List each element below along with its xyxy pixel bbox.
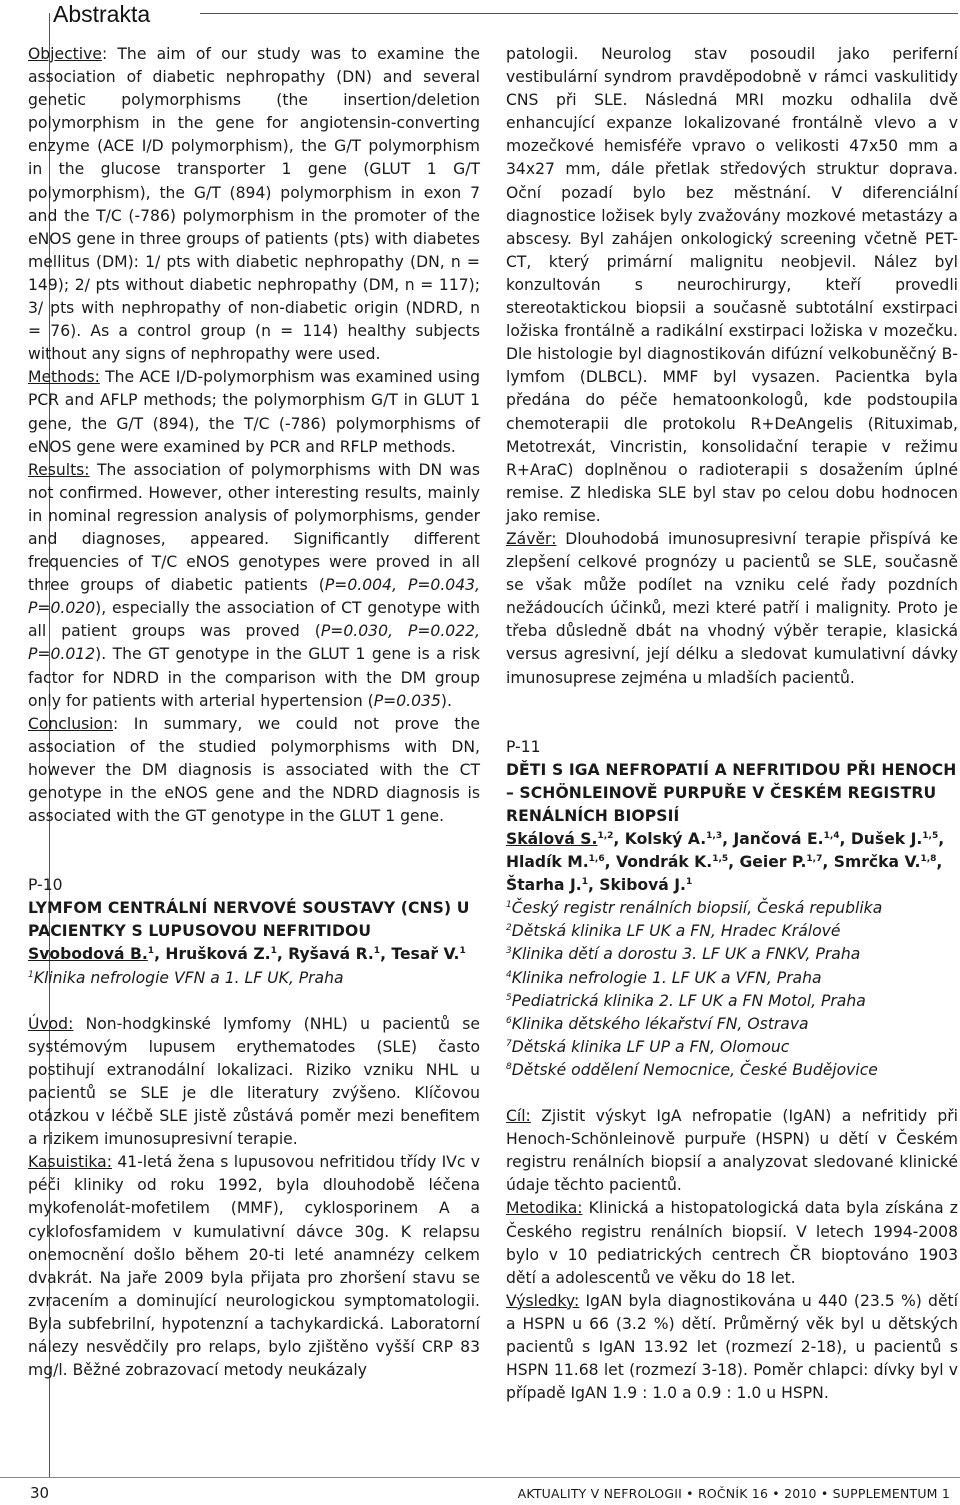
kazuistika-label: Kasuistika: xyxy=(28,1153,112,1172)
author-name: Svobodová B. xyxy=(28,945,148,964)
kazuistika-paragraph xyxy=(28,1151,480,1382)
objective-paragraph xyxy=(28,43,480,366)
methods-label: Methods: xyxy=(28,368,100,387)
affiliation-text: Dětské oddělení Nemocnice, České Budějovice xyxy=(511,1060,878,1079)
abstract-id-p11: P-11 xyxy=(506,737,541,756)
affiliation-sup: 7 xyxy=(506,1038,512,1049)
spacer xyxy=(506,690,958,736)
journal-footer xyxy=(518,1486,950,1501)
affiliation-text: Klinika dětského lékařství FN, Ostrava xyxy=(511,1014,809,1033)
affiliation-item xyxy=(506,1036,958,1059)
affiliation-sup: 5 xyxy=(506,992,512,1003)
affiliation-item xyxy=(506,1013,958,1036)
left-column xyxy=(28,43,480,1382)
author-sup: 1 xyxy=(373,946,381,957)
results-text-2: ), especially the association of CT genotype with all patient groups was proved ( xyxy=(28,599,480,641)
affiliation-sup: 1 xyxy=(28,969,34,980)
results-paragraph xyxy=(28,459,480,713)
affiliation-sup: 6 xyxy=(506,1015,512,1026)
author-name: , Ryšavá R. xyxy=(276,945,374,964)
results-label: Results: xyxy=(28,460,90,479)
affiliation-text: Český registr renálních biopsií, Česká republika xyxy=(511,899,883,918)
affiliation-text: Dětská klinika LF UK a FN, Hradec Králové xyxy=(511,922,841,941)
author-sup: 1 xyxy=(581,877,588,887)
author-sup: 1,2 xyxy=(597,830,614,841)
right-column xyxy=(506,43,958,1405)
affiliation-sup: 2 xyxy=(506,923,512,934)
spacer xyxy=(28,828,480,874)
objective-text: : The aim of our study was to examine the association of diabetic nephropathy (DN) and several genetic polymorphisms (the insertion/deletion polymorphism in the gene for angiotensin-converting enzyme (ACE I/D polymorphism), the G/T polymorphism in the glucose transporter 1 gene (GLUT 1 G/T polymorphism), the G/T (894) polymorphism in exon 7 and the T/C (-786) polymorphism in the promoter of the eNOS gene in three groups of patients (pts) with diabetes mellitus (DM): 1/ pts with diabetic nephropathy (DN, n = 149); 2/ pts without diabetic nephropathy (DM, n = 117); 3/ pts with nephropathy of non-diabetic origin (NDRD, n = 76). As a control group (n = 114) healthy subjects without any signs of nephropathy were used. xyxy=(28,45,480,364)
results-p-values-2: P=0.030, P=0.022, P=0.012 xyxy=(28,622,481,664)
uvod-text: Non-hodgkinské lymfomy (NHL) u pacientů se systémovým lupusem erythematodes (SLE) často postihují extranodální lokalizaci. Riziko vzniku NHL u pacientů se SLE je dle literatury zvýšeno. Klíčovou otázkou v léčbě SLE jistě zůstává poměr mezi benefitem a rizikem imunosupresivní terapie. xyxy=(28,1014,480,1149)
header-rule xyxy=(200,13,958,14)
bullet-separator: • xyxy=(772,1486,780,1501)
author-name: , Hladík M. xyxy=(506,830,945,872)
uvod-label: Úvod: xyxy=(28,1014,74,1033)
affiliation-p10 xyxy=(28,967,480,990)
zaver-label: Závěr: xyxy=(506,529,557,548)
author-name: Skálová S. xyxy=(506,830,598,848)
author-sup: 1,7 xyxy=(806,853,823,864)
affiliation-sup: 8 xyxy=(506,1061,512,1072)
author-name: , Skibová J. xyxy=(587,876,686,895)
spacer xyxy=(28,990,480,1013)
author-sup: 1 xyxy=(147,946,155,957)
affiliation-sup: 4 xyxy=(506,969,512,980)
affiliation-sup: 3 xyxy=(506,946,512,957)
bullet-separator: • xyxy=(686,1486,694,1501)
cil-paragraph xyxy=(506,1105,958,1197)
zaver-paragraph xyxy=(506,528,958,690)
author-name: , Dušek J. xyxy=(839,830,923,848)
affiliation-text: Klinika nefrologie VFN a 1. LF UK, Praha xyxy=(33,968,344,987)
footer-tick xyxy=(49,1463,50,1477)
author-sup: 1,4 xyxy=(823,830,840,841)
affiliation-item xyxy=(506,990,958,1013)
results-text-4: ). xyxy=(440,691,452,710)
affiliation-sup: 1 xyxy=(506,900,512,911)
objective-label: Objective xyxy=(28,45,102,63)
affiliation-item xyxy=(506,920,958,943)
uvod-paragraph xyxy=(28,1013,480,1152)
abstract-id-p10: P-10 xyxy=(28,876,63,895)
abstract-title-p11: DĚTI S IGA NEFROPATIÍ A NEFRITIDOU PŘI HENOCH – SCHÖNLEINOVĚ PURPUŘE V ČESKÉM REGISTRU RENÁLNÍCH BIOPSIÍ xyxy=(506,760,957,825)
author-name: , Kolský A. xyxy=(613,830,707,848)
conclusion-paragraph xyxy=(28,713,480,828)
author-sup: 1 xyxy=(685,877,693,887)
footer-rule xyxy=(0,1477,960,1478)
methods-text: The ACE I/D-polymorphism was examined using PCR and AFLP methods; the polymorphism G/T in GLUT 1 gene, the G/T (894), the T/C (-786) polymorphisms of eNOS gene were examined by PCR and RFLP methods. xyxy=(28,368,480,456)
vysledky-text: IgAN byla diagnostikována u 440 (23.5 %) dětí a HSPN u 66 (3.2 %) dětí. Průměrný věk byl u dětských pacientů s IgAN 13.92 let (rozmezí 2-18), u pacientů s HSPN 11.68 let (rozmezí 3-18). Poměr chlapci: dívky byl v případě IgAN 1.9 : 1.0 a 0.9 : 1.0 u HSPN. xyxy=(506,1291,958,1403)
methods-paragraph xyxy=(28,366,480,458)
author-name: , Jančová E. xyxy=(722,830,824,848)
author-name: , Geier P. xyxy=(728,853,807,872)
author-name: , Štarha J. xyxy=(506,853,943,895)
kazuistika-text: 41-letá žena s lupusovou nefritidou třídy IVc v péči kliniky od roku 1992, byla dlouhodobě léčena mykofenolát-mofetilem (MMF), cyklosporinem A a cyklofosfamidem v kumulativní dávce 30g. K relapsu onemocnění došlo během 20-ti leté anamnézy celkem dvakrát. Na jaře 2009 byla přijata pro zhoršení stavu se zvracením a dominující neurologickou symptomatologii. Byla subfebrilní, hypotenzní a tachykardická. Laboratorní nálezy nesvědčily pro relaps, bylo zjištěno vyšší CRP 83 mg/l. Běžné zobrazovací metody neukázaly xyxy=(28,1153,480,1380)
author-sup: 1,6 xyxy=(588,853,605,864)
journal-name: AKTUALITY V NEFROLOGII xyxy=(517,1486,682,1501)
authors-p10 xyxy=(28,943,480,966)
affiliation-text: Pediatrická klinika 2. LF UK a FN Motol, Praha xyxy=(511,991,866,1010)
affiliation-text: Klinika dětí a dorostu 3. LF UK a FNKV, Praha xyxy=(511,945,861,964)
author-name: , Vondrák K. xyxy=(604,853,713,872)
author-sup: 1 xyxy=(459,946,466,957)
metodika-label: Metodika: xyxy=(506,1199,583,1218)
author-sup: 1,8 xyxy=(920,853,937,864)
results-text-1: The association of polymorphisms with DN was not confirmed. However, other interesting results, mainly in nominal regression analysis of polymorphisms, gender and diagnoses, appeared. Significantly different frequencies of T/C eNOS genotypes were proved in all three groups of diabetic patients ( xyxy=(28,460,480,595)
author-name: , Tesař V. xyxy=(380,945,460,964)
results-text-3: ). The GT genotype in the GLUT 1 gene is a risk factor for NDRD in the comparison with the DM group only for patients with arterial hypertension ( xyxy=(28,645,480,710)
conclusion-text: : In summary, we could not prove the association of the studied polymorphisms with DN, however the DM diagnosis is associated with the CT genotype in the eNOS gene and the NDRD diagnosis is associated with the GT genotype in the GLUT 1 gene. xyxy=(28,714,480,826)
supplement: SUPPLEMENTUM 1 xyxy=(832,1486,950,1501)
metodika-text: Klinická a histopatologická data byla získána z Českého registru renálních biopsií. V letech 1994-2008 bylo v 10 pediatrických centrech ČR bioptováno 1903 dětí a adolescentů ve věku do 18 let. xyxy=(506,1199,958,1287)
affiliation-item xyxy=(506,1059,958,1082)
author-name: , Smrčka V. xyxy=(822,853,921,872)
page-number: 30 xyxy=(30,1484,50,1502)
author-name: , Hrušková Z. xyxy=(154,945,271,964)
author-sup: 1,3 xyxy=(706,830,723,841)
conclusion-label: Conclusion xyxy=(28,714,113,733)
abstract-title-p10: LYMFOM CENTRÁLNÍ NERVOVÉ SOUSTAVY (CNS) U PACIENTKY S LUPUSOVOU NEFRITIDOU xyxy=(28,899,470,941)
year: 2010 xyxy=(784,1486,817,1501)
vysledky-label: Výsledky: xyxy=(506,1291,580,1310)
affiliation-item xyxy=(506,967,958,990)
affiliation-item xyxy=(506,897,958,920)
author-sup: 1 xyxy=(270,946,277,957)
vysledky-paragraph xyxy=(506,1290,958,1405)
metodika-paragraph xyxy=(506,1197,958,1289)
affiliation-item xyxy=(506,943,958,966)
affiliations-p11 xyxy=(506,897,958,1082)
author-sup: 1,5 xyxy=(922,830,939,841)
volume: ROČNÍK 16 xyxy=(697,1486,769,1501)
cil-label: Cíl: xyxy=(506,1107,531,1126)
authors-p11 xyxy=(506,828,958,897)
cil-text: Zjistit výskyt IgA nefropatie (IgAN) a nefritidy při Henoch-Schönleinově purpuře (HSPN) u dětí v Českém registru renálních biopsií a analyzovat sledované klinické údaje těchto pacientů. xyxy=(506,1107,958,1195)
affiliation-text: Klinika nefrologie 1. LF UK a VFN, Praha xyxy=(511,968,822,987)
bullet-separator: • xyxy=(820,1486,829,1501)
zaver-text: Dlouhodobá imunosupresivní terapie přispívá ke zlepšení celkové prognózy u pacientů se SLE, současně se však může podílet na vzniku celé řady pozdních nežádoucích účinků, mezi které patří i malignity. Proto je třeba důsledně dbát na vhodný výběr terapie, klasická versus agresivní, její délku a sledovat kumulativní dávky imunosuprese zejména u mladších pacientů. xyxy=(506,529,958,687)
results-p-values-3: P=0.035 xyxy=(373,691,441,710)
affiliation-text: Dětská klinika LF UP a FN, Olomouc xyxy=(511,1037,790,1056)
spacer xyxy=(506,1082,958,1105)
p10-continuation: patologii. Neurolog stav posoudil jako periferní vestibulární syndrom pravděpodobně v rámci vaskulitidy CNS při SLE. Následná MRI mozku odhalila dvě enhancující expanze lokalizované frontálně vlevo a v mozečkové hemisféře vpravo o velikosti 47x50 mm a 34x27 mm, dále přetlak středových struktur doprava. Oční pozadí bylo bez městnání. V diferenciální diagnostice ložisek byly zvažovány mozkové metastázy a abscesy. Byl zahájen onkologický screening včetně PET-CT, který primární malignitu neobjevil. Nález byl konzultován s neurochirurgy, kteří provedli stereotaktickou biopsii a současně subtotální exstirpaci ložiska frontálně a radikální exstirpaci ložiska v mozečku. Dle histologie byl diagnostikován difúzní velkobuněčný B-lymfom (DLBCL). MMF byl vysazen. Pacientka byla předána do péče hematoonkologů, kde podstoupila chemoterapii dle protokolu R+DeAngelis (Rituximab, Metotrexát, Vincristin, konsolidační terapie v režimu R+AraC) doplněnou o radioterapii s dosažením úplné remise. Z hlediska SLE byl stav po celou dobu hodnocen jako remise. xyxy=(506,45,958,525)
author-sup: 1,5 xyxy=(712,853,729,864)
section-title: Abstrakta xyxy=(53,1,151,27)
results-p-values-1: P=0.004, P=0.043, P=0.020 xyxy=(28,576,481,618)
